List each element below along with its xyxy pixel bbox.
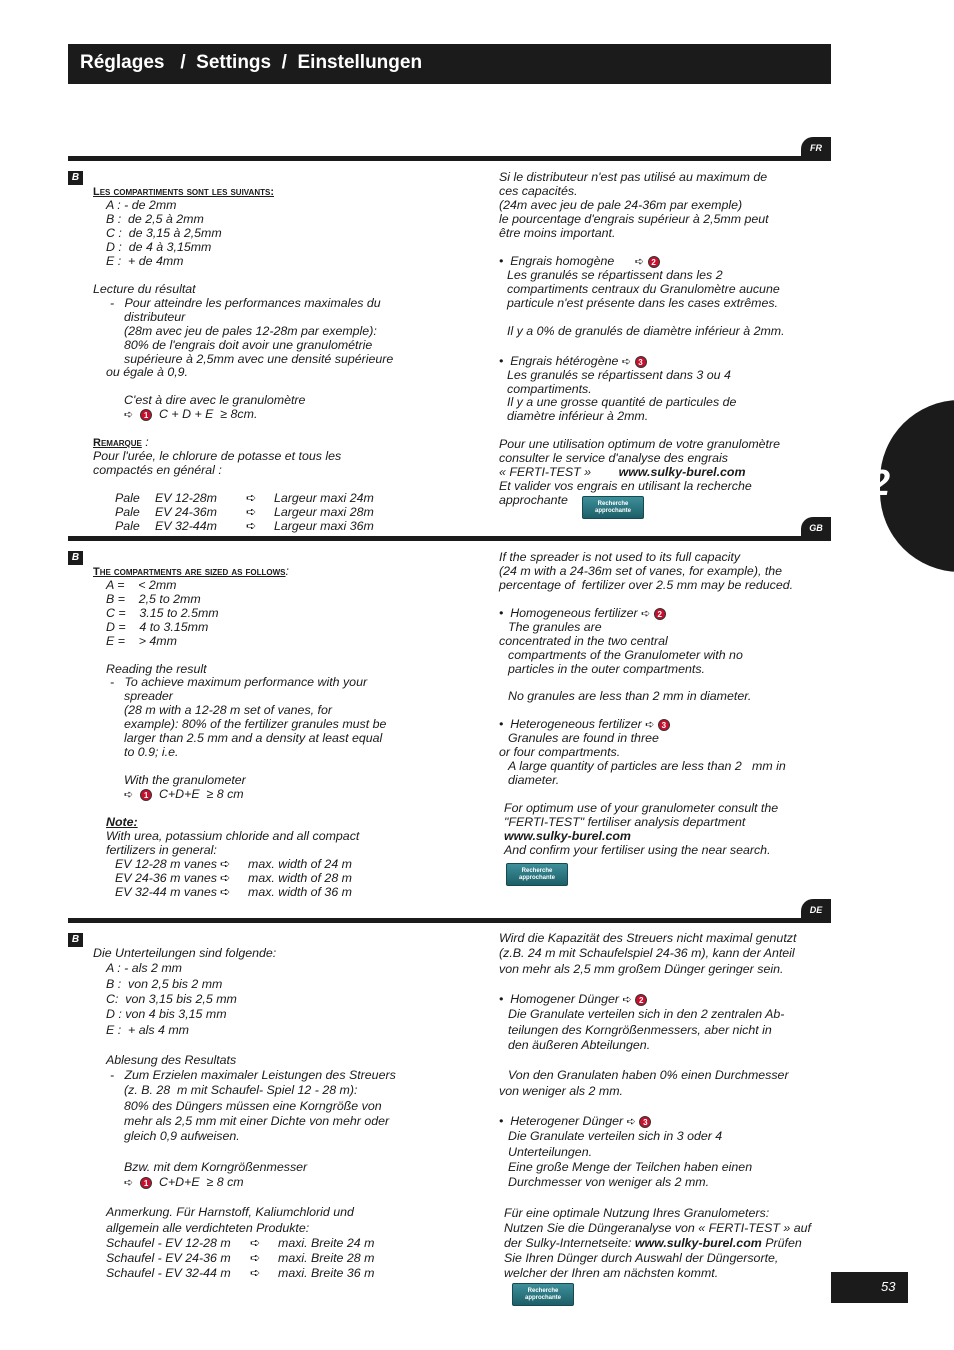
fr-pale-label: Pale <box>115 491 140 505</box>
fr-homogeneous <box>499 254 660 269</box>
page-header <box>68 44 831 84</box>
gb-right-line: "FERTI-TEST" fertiliser analysis department <box>504 815 746 829</box>
fr-pale-model: EV 24-36m <box>155 505 217 519</box>
fr-right-line: Pour une utilisation optimum de votre granulomètre <box>499 437 781 451</box>
de-right-line: von weniger als 2 mm. <box>499 1084 623 1098</box>
de-size-d: D : von 4 bis 3,15 mm <box>106 1007 227 1021</box>
page-number: 53 <box>881 1279 896 1294</box>
section-marker-gb: B <box>68 551 83 565</box>
near-search-button[interactable] <box>506 863 568 886</box>
gb-right-line: diameter. <box>508 773 560 787</box>
gb-right-line: or four compartments. <box>499 745 621 759</box>
de-schaufel-model: Schaufel - EV 24-36 m <box>106 1251 231 1265</box>
de-homogeneous <box>499 992 647 1008</box>
callout-2-icon: 2 <box>654 608 666 620</box>
de-right-line: von mehr als 2,5 mm großem Dünger geringer sein. <box>499 962 784 976</box>
page-number-box <box>831 1272 908 1303</box>
arrow-icon: ➪ <box>250 1236 261 1250</box>
fr-remark <box>93 435 149 450</box>
fr-size-a: A : - de 2mm <box>106 198 177 212</box>
de-size-a: A : - als 2 mm <box>106 961 182 975</box>
de-right-line: teilungen des Korngrößenmessers, aber nicht in <box>508 1023 772 1037</box>
gb-note-line: With urea, potassium chloride and all compact <box>106 829 360 843</box>
gb-right-line: percentage of fertilizer over 2.5 mm may be reduced. <box>499 578 794 592</box>
de-website-link[interactable]: www.sulky-burel.com <box>634 1236 762 1250</box>
callout-1-icon: 1 <box>140 409 152 421</box>
arrow-icon: ➪ <box>220 857 231 871</box>
gb-size-a: A = < 2mm <box>106 578 177 592</box>
gb-vanes-model: EV 12-28 m vanes <box>115 857 217 871</box>
de-right-line: Sie Ihren Dünger durch Auswahl der Düngersorte, <box>504 1251 779 1265</box>
arrow-icon: ➪ <box>250 1251 261 1265</box>
fr-formula <box>124 407 257 422</box>
callout-2-icon: 2 <box>635 994 647 1006</box>
chapter-tab <box>880 400 954 572</box>
de-reading-line: (z. B. 28 m mit Schaufel- Spiel 12 - 28 m): <box>124 1083 358 1097</box>
fr-formula-text: C + D + E ≥ 8cm. <box>159 407 258 421</box>
de-reading-line: - Zum Erzielen maximaler Leistungen des Streuers <box>110 1068 396 1082</box>
fr-right-line: être moins important. <box>499 226 616 240</box>
de-formula-text: C+D+E ≥ 8 cm <box>159 1175 244 1189</box>
de-granulometer-line: Bzw. mit dem Korngrößenmesser <box>124 1160 308 1174</box>
de-website-prefix: der Sulky-Internetseite: <box>504 1236 635 1250</box>
near-search-button[interactable] <box>512 1283 574 1306</box>
gb-vanes-width: max. width of 24 m <box>248 857 352 871</box>
fr-right-line: particule n'est présente dans les cases extrêmes. <box>507 296 778 310</box>
gb-heading-colon: : <box>285 564 289 578</box>
fr-right-line: approchante <box>499 493 568 507</box>
section-divider-fr <box>68 156 831 161</box>
fr-reading-line: 80% de l'engrais doit avoir une granulométrie <box>124 338 373 352</box>
callout-2-icon: 2 <box>648 256 660 268</box>
fr-right-line: Les granulés se répartissent dans les 2 <box>507 268 723 282</box>
fr-heading <box>93 184 274 199</box>
de-homogeneous-label: • Homogener Dünger <box>499 992 620 1006</box>
near-search-button[interactable] <box>582 496 644 519</box>
page-title: Réglages / Settings / Einstellungen <box>80 52 423 73</box>
gb-right-line: compartments of the Granulometer with no <box>508 648 743 662</box>
gb-size-d: D = 4 to 3.15mm <box>106 620 209 634</box>
fr-reading-line: ou égale à 0,9. <box>106 365 188 379</box>
fr-reading-line: supérieure à 2,5mm avec une densité supérieure <box>124 352 394 366</box>
de-right-line: Durchmesser von weniger als 2 mm. <box>508 1175 710 1189</box>
fr-size-e: E : + de 4mm <box>106 254 184 268</box>
arrow-icon: ➪ <box>645 719 655 731</box>
fr-right-line: Il y a 0% de granulés de diamètre inférieur à 2mm. <box>507 324 785 338</box>
fr-pale-model: EV 12-28m <box>155 491 217 505</box>
gb-vanes-width: max. width of 28 m <box>248 871 352 885</box>
arrow-icon: ➪ <box>246 491 257 505</box>
search-button-line: Recherche <box>521 868 553 874</box>
de-right-line: Die Granulate verteilen sich in den 2 zentralen Ab- <box>508 1007 785 1021</box>
fr-reading-line: distributeur <box>124 310 186 324</box>
gb-homogeneous-label: • Homogeneous fertilizer <box>499 606 638 620</box>
section-marker-de: B <box>68 933 83 947</box>
fr-right-line: Il y a une grosse quantité de particules de <box>507 395 737 409</box>
chapter-number: 2 <box>870 462 891 503</box>
fr-reading-line: (28m avec jeu de pales 12-28m par exemple): <box>124 324 377 338</box>
language-tab-fr: FR <box>801 137 831 159</box>
fr-right-line: compartiments centraux du Granulomètre aucune <box>507 282 780 296</box>
gb-reading-line: to 0.9; i.e. <box>124 745 179 759</box>
de-right-line: Für eine optimale Nutzung Ihres Granulometers: <box>504 1206 770 1220</box>
gb-granulometer-line: With the granulometer <box>124 773 246 787</box>
de-reading-line: gleich 0,9 aufweisen. <box>124 1129 240 1143</box>
fr-heterogeneous <box>499 354 647 369</box>
fr-remark-line: Pour l'urée, le chlorure de potasse et tous les <box>93 449 342 463</box>
de-right-line: Von den Granulaten haben 0% einen Durchmesser <box>508 1068 789 1082</box>
fr-pale-label: Pale <box>115 505 140 519</box>
de-schaufel-width: maxi. Breite 28 m <box>278 1251 375 1265</box>
gb-right-line: particles in the outer compartments. <box>508 662 705 676</box>
gb-right-line: If the spreader is not used to its full capacity <box>499 550 741 564</box>
de-right-line: Eine große Menge der Teilchen haben einen <box>508 1160 753 1174</box>
fr-pale-model: EV 32-44m <box>155 519 217 533</box>
gb-reading-line: (28 m with a 12-28 m set of vanes, for <box>124 703 332 717</box>
fr-remark-label: Remarque <box>93 437 142 449</box>
search-button-line: Recherche <box>527 1288 559 1294</box>
fr-right-line: ces capacités. <box>499 184 578 198</box>
gb-right-line: A large quantity of particles are less than 2 mm in <box>508 759 786 773</box>
gb-right-line: No granules are less than 2 mm in diameter. <box>508 689 752 703</box>
gb-reading-line: - To achieve maximum performance with your <box>110 675 368 689</box>
gb-reading-line: example): 80% of the fertilizer granules must be <box>124 717 387 731</box>
fr-homogeneous-label: • Engrais homogène <box>499 254 615 268</box>
section-marker-fr: B <box>68 171 83 185</box>
fr-right-line: Si le distributeur n'est pas utilisé au maximum de <box>499 170 768 184</box>
fr-reading-title: Lecture du résultat <box>93 282 196 296</box>
de-schaufel-width: maxi. Breite 36 m <box>278 1266 375 1280</box>
fr-right-line: consulter le service d'analyse des engrais <box>499 451 728 465</box>
fr-granulometer-line: C'est à dire avec le granulomètre <box>124 393 306 407</box>
gb-homogeneous <box>499 606 666 621</box>
arrow-icon: ➪ <box>250 1266 261 1280</box>
language-tab-gb: GB <box>801 517 831 539</box>
de-heading: Die Unterteilungen sind folgende: <box>93 946 277 960</box>
search-button-line: approchante <box>594 508 631 514</box>
de-right-line: Unterteilungen. <box>508 1145 593 1159</box>
gb-size-e: E = > 4mm <box>106 634 177 648</box>
fr-pale-width: Largeur maxi 28m <box>274 505 374 519</box>
fr-right-line: compartiments. <box>507 382 592 396</box>
fr-remark-line: compactés en général : <box>93 463 222 477</box>
de-reading-line: 80% des Düngers müssen eine Korngröße von <box>124 1099 382 1113</box>
gb-size-b: B = 2,5 to 2mm <box>106 592 201 606</box>
de-reading-line: mehr als 2,5 mm mit einer Dichte von mehr oder <box>124 1114 390 1128</box>
callout-3-icon: 3 <box>658 719 670 731</box>
arrow-icon: ➪ <box>220 885 231 899</box>
gb-formula-text: C+D+E ≥ 8 cm <box>159 787 244 801</box>
gb-right-line: (24 m with a 24-36m set of vanes, for example), the <box>499 564 783 578</box>
gb-website-link[interactable]: www.sulky-burel.com <box>504 829 631 843</box>
fr-size-b: B : de 2,5 à 2mm <box>106 212 204 226</box>
fr-right-line: (24m avec jeu de pale 24-36m par exemple) <box>499 198 743 212</box>
de-right-line: Wird die Kapazität des Streuers nicht maximal genutzt <box>499 931 797 945</box>
de-formula <box>124 1175 244 1191</box>
fr-pale-row <box>115 519 140 533</box>
gb-size-c: C = 3.15 to 2.5mm <box>106 606 219 620</box>
de-size-e: E : + als 4 mm <box>106 1023 189 1037</box>
arrow-icon: ➪ <box>246 519 257 533</box>
fr-ferti-test-label: « FERTI-TEST » <box>499 465 592 479</box>
de-website-suffix: Prüfen <box>761 1236 802 1250</box>
fr-right-line: Les granulés se répartissent dans 3 ou 4 <box>507 368 731 382</box>
arrow-icon: ➪ <box>246 505 257 519</box>
language-tab-de: DE <box>801 899 831 921</box>
fr-size-d: D : de 4 à 3,15mm <box>106 240 212 254</box>
gb-right-line: Granules are found in three <box>508 731 659 745</box>
callout-3-icon: 3 <box>635 356 647 368</box>
de-right-line: Die Granulate verteilen sich in 3 oder 4 <box>508 1129 723 1143</box>
fr-right-line: diamètre inférieur à 2mm. <box>507 409 649 423</box>
fr-reading-line: - Pour atteindre les performances maximales du <box>110 296 381 310</box>
gb-reading-line: larger than 2.5 mm and a density at least equal <box>124 731 383 745</box>
arrow-icon: ➪ <box>621 356 632 368</box>
de-reading-title: Ablesung des Resultats <box>106 1053 237 1067</box>
gb-right-line: And confirm your fertiliser using the near search. <box>504 843 771 857</box>
gb-vanes-width: max. width of 36 m <box>248 885 352 899</box>
gb-note <box>106 815 138 829</box>
search-button-line: approchante <box>524 1295 561 1301</box>
fr-pale-row <box>115 505 140 519</box>
gb-heterogeneous-label: • Heterogeneous fertilizer <box>499 717 642 731</box>
arrow-icon: ➪ <box>220 871 231 885</box>
gb-note-line: fertilizers in general: <box>106 843 217 857</box>
section-divider-de <box>68 918 831 923</box>
callout-1-icon: 1 <box>140 1177 152 1189</box>
gb-reading-title: Reading the result <box>106 662 207 676</box>
callout-3-icon: 3 <box>639 1116 651 1128</box>
de-remark-line: Anmerkung. Für Harnstoff, Kaliumchlorid und <box>106 1205 354 1219</box>
gb-heading-text: The compartments are sized as follows <box>93 566 286 578</box>
search-button-line: Recherche <box>597 501 629 507</box>
fr-pale-label: Pale <box>115 519 140 533</box>
fr-website-link[interactable]: www.sulky-burel.com <box>618 465 746 479</box>
gb-reading-line: spreader <box>124 689 173 703</box>
de-schaufel-model: Schaufel - EV 32-44 m <box>106 1266 231 1280</box>
fr-size-c: C : de 3,15 à 2,5mm <box>106 226 222 240</box>
de-size-c: C: von 3,15 bis 2,5 mm <box>106 992 237 1006</box>
arrow-icon: ➪ <box>124 1177 134 1189</box>
de-right-line: den äußeren Abteilungen. <box>508 1038 651 1052</box>
arrow-icon: ➪ <box>641 608 651 620</box>
fr-right-line: Et valider vos engrais en utilisant la recherche <box>499 479 752 493</box>
arrow-icon: ➪ <box>124 409 134 421</box>
arrow-icon: ➪ <box>626 1116 636 1128</box>
fr-remark-colon: : <box>141 435 149 449</box>
fr-right-line: le pourcentage d'engrais supérieur à 2,5mm peut <box>499 212 769 226</box>
fr-heading-text: Les compartiments sont les suivants: <box>93 186 274 198</box>
de-schaufel-width: maxi. Breite 24 m <box>278 1236 375 1250</box>
de-right-line: (z.B. 24 m mit Schaufelspiel 24-36 m), kann der Anteil <box>499 946 795 960</box>
callout-1-icon: 1 <box>140 789 152 801</box>
fr-pale-width: Largeur maxi 24m <box>274 491 374 505</box>
gb-right-line: concentrated in the two central <box>499 634 668 648</box>
gb-vanes-model: EV 24-36 m vanes <box>115 871 217 885</box>
de-heterogeneous <box>499 1114 651 1130</box>
gb-vanes-model: EV 32-44 m vanes <box>115 885 217 899</box>
section-divider-gb <box>68 536 831 541</box>
de-schaufel-model: Schaufel - EV 12-28 m <box>106 1236 231 1250</box>
de-size-b: B : von 2,5 bis 2 mm <box>106 977 223 991</box>
gb-heterogeneous <box>499 717 670 732</box>
de-website-line <box>504 1236 802 1251</box>
gb-note-label: Note: <box>106 815 138 829</box>
fr-pale-row <box>115 491 140 505</box>
arrow-icon: ➪ <box>634 256 645 268</box>
fr-ferti-test <box>499 465 746 479</box>
fr-pale-width: Largeur maxi 36m <box>274 519 374 533</box>
arrow-icon: ➪ <box>124 789 134 801</box>
de-heterogeneous-label: • Heterogener Dünger <box>499 1114 624 1128</box>
de-right-line: welcher der Ihren am nächsten kommt. <box>504 1266 719 1280</box>
de-right-line: Nutzen Sie die Düngeranalyse von « FERTI-TEST » auf <box>504 1221 811 1235</box>
gb-right-line: For optimum use of your granulometer consult the <box>504 801 779 815</box>
search-button-line: approchante <box>518 875 555 881</box>
arrow-icon: ➪ <box>622 994 632 1006</box>
fr-heterogeneous-label: • Engrais hétérogène <box>499 354 619 368</box>
gb-formula <box>124 787 244 802</box>
de-remark-line: allgemein alle verdichteten Produkte: <box>106 1221 310 1235</box>
gb-right-line: The granules are <box>508 620 602 634</box>
gb-heading <box>93 564 289 579</box>
